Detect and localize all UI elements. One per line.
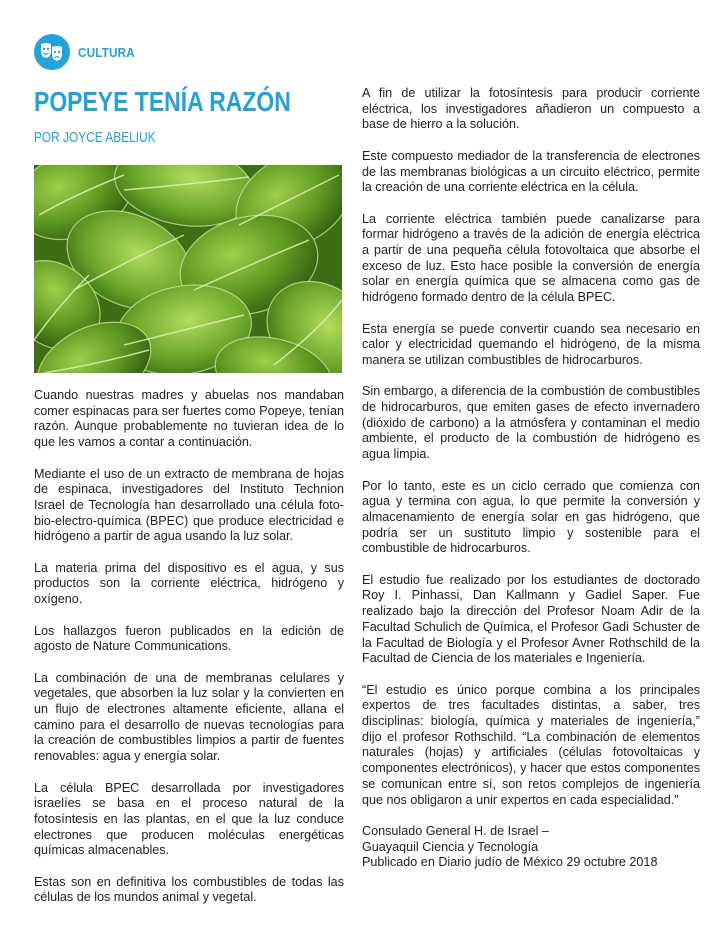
paragraph: Sin embargo, a diferencia de la combustión de combustibles de hidrocarburos, que emiten gases de efecto invernadero (dióxido de carbono) a la atmósfera y contaminan el medio ambiente, el producto de la combustión de hidrógeno es agua limpia. <box>362 384 700 462</box>
credit-line: Consulado General H. de Israel – <box>362 823 549 838</box>
paragraph: Este compuesto mediador de la transferencia de electrones de las membranas biológicas a un circuito eléctrico, permite la creación de una corriente eléctrica en la célula. <box>362 148 700 195</box>
article-left-column <box>34 388 344 922</box>
section-header <box>34 34 141 70</box>
paragraph: Cuando nuestras madres y abuelas nos mandaban comer espinacas para ser fuertes como Popeye, tenían razón. Aunque probablemente no tuvieran idea de lo que les vamos a contar a continuación. <box>34 388 344 450</box>
paragraph: La combinación de una de membranas celulares y vegetales, que absorben la luz solar y la convierten en un flujo de electrones altamente eficiente, allana el camino para el desarrollo de nuevas tecnologías para la creación de combustibles limpios a partir de fuentes renovables: agua y energía solar. <box>34 670 344 764</box>
credit-line: Publicado en Diario judío de México 29 octubre 2018 <box>362 855 658 870</box>
paragraph: Mediante el uso de un extracto de membrana de hojas de espinaca, investigadores del Instituto Technion Israel de Tecnología han desarrollado una célula foto-bio-electro-química (BPEC) que produce electricidad e hidrógeno a partir de agua usando la luz solar. <box>34 466 344 544</box>
paragraph: La corriente eléctrica también puede canalizarse para formar hidrógeno a través de la adición de energía eléctrica a partir de una pequeña célula fotovoltaica que absorbe el exceso de luz. Esto hace posible la conversión de energía solar en energía química que se almacena como gas de hidrógeno formado dentro de la célula BPEC. <box>362 211 700 305</box>
article-right-column <box>362 86 700 887</box>
paragraph: Estas son en definitiva los combustibles de todas las células de los mundos animal y vegetal. <box>34 874 344 905</box>
quote-paragraph: “El estudio es único porque combina a los principales expertos de tres facultades distintas, a saber, tres disciplinas: biología, química y materiales de ingeniería,” dijo el profesor Rothschild. “La combinación de elementos naturales (hojas) y artificiales (células fotovoltaicas y componentes electrónicos), y hacer que estos componentes se comunican entre sí, son retos complejos de ingeniería que nos obligaron a unir expertos en cada especialidad." <box>362 682 700 807</box>
paragraph: A fin de utilizar la fotosíntesis para producir corriente eléctrica, los investigadores añadieron un compuesto a base de hierro a la solución. <box>362 86 700 132</box>
paragraph: Por lo tanto, este es un ciclo cerrado que comienza con agua y termina con agua, lo que permite la conversión y almacenamiento de energía solar en gas hidrógeno, que podría ser un sustituto limpio y sostenible para el combustible de hidrocarburos. <box>362 478 700 556</box>
paragraph: El estudio fue realizado por los estudiantes de doctorado Roy I. Pinhassi, Dan Kallmann y Gadiel Saper. Fue realizado bajo la dirección del Profesor Noam Adir de la Facultad Schulich de Química, el Profesor Gadi Schuster de la Facultad de Biología y el Profesor Avner Rothschild de la Facultad de Ciencia de los materiales e Ingeniería. <box>362 572 700 666</box>
credit-line: Guayaquil Ciencia y Tecnología <box>362 839 539 854</box>
section-label: CULTURA <box>78 44 135 60</box>
paragraph: La célula BPEC desarrollada por investigadores israelíes se basa en el proceso natural de la fotosíntesis en las plantas, en el que la luz conduce electrones que producen moléculas energéticas químicas almacenables. <box>34 780 344 858</box>
spinach-leaves-photo <box>34 165 342 373</box>
paragraph: La materia prima del dispositivo es el agua, y sus productos son la corriente eléctrica, hidrógeno y oxígeno. <box>34 560 344 607</box>
theater-masks-icon <box>34 34 70 70</box>
article-title: POPEYE TENÍA RAZÓN <box>34 86 291 117</box>
paragraph: Los hallazgos fueron publicados en la edición de agosto de Nature Communications. <box>34 623 344 654</box>
article-byline: POR JOYCE ABELIUK <box>34 130 156 146</box>
paragraph: Esta energía se puede convertir cuando sea necesario en calor y electricidad quemando el hidrógeno, de la misma manera se utilizan combustibles de hidrocarburos. <box>362 321 700 367</box>
article-credits <box>362 824 700 871</box>
